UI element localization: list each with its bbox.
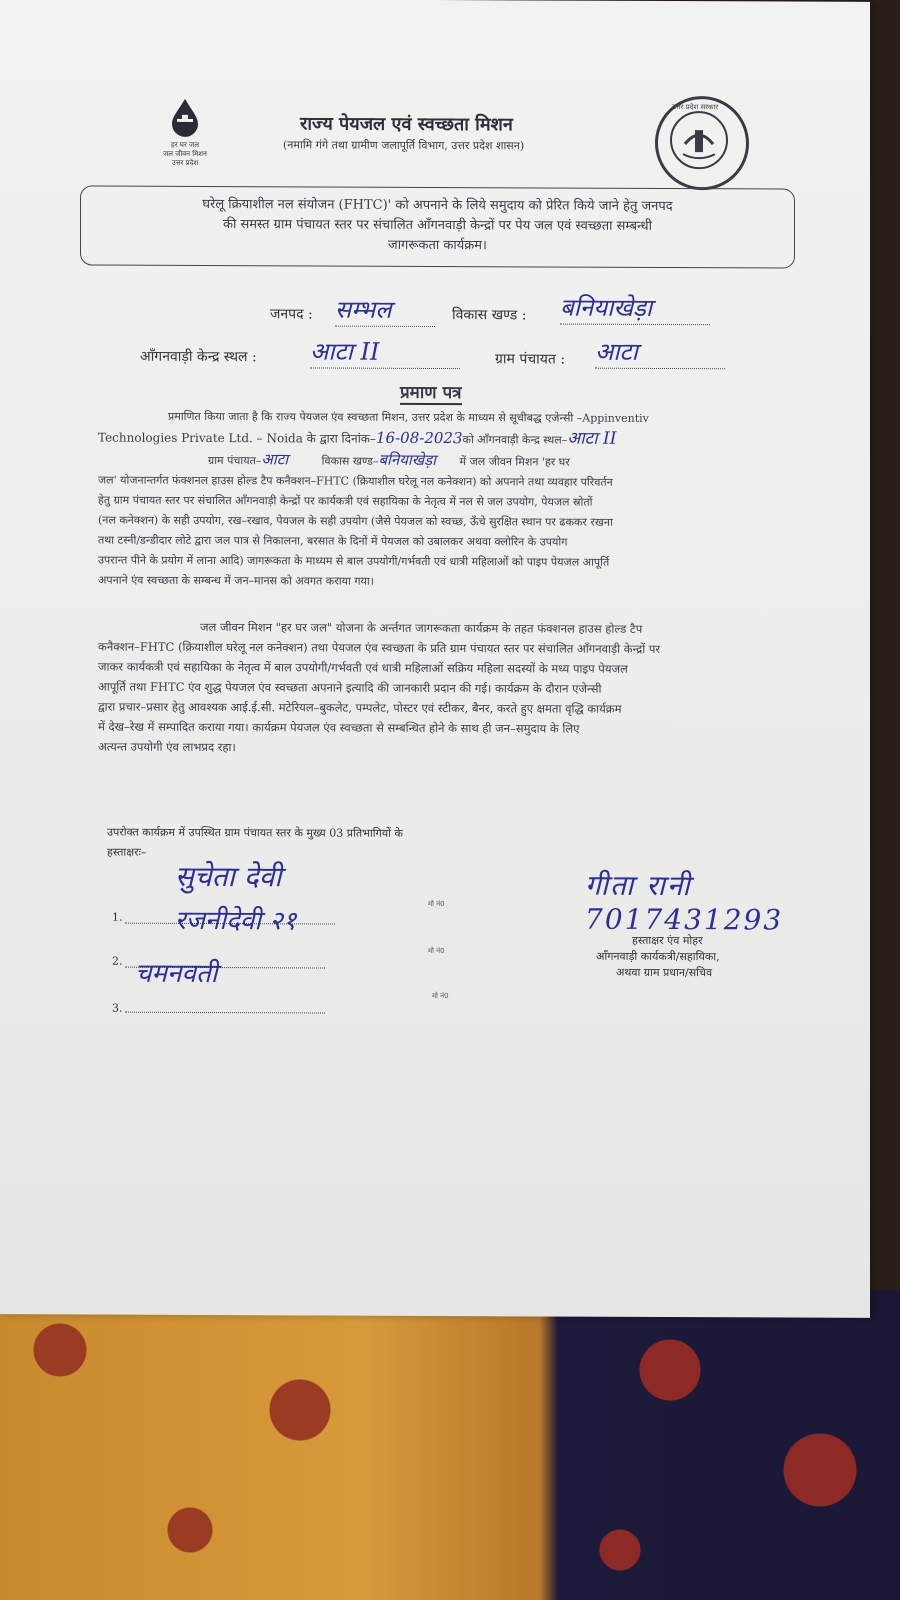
participants-intro: उपरोक्त कार्यक्रम में उपस्थित ग्राम पंचायत स्तर के मुख्य 03 प्रतिभागियों के (107, 825, 403, 840)
p2-line-2: कनैक्शन–FHTC (क्रियाशील घरेलू नल कनेक्शन) तथा पेयजल एंव स्वच्छता के प्रति ग्राम पंचायत स्तर पर संचालित आँगनवाड़ी केन्द्रों पर (98, 639, 661, 656)
p1-line-7: तथा टस्नी/डन्डीदार लोटे द्वारा जल पात्र से निकालना, बरसात के दिनों में पेयजल को उबालकर अथवा क्लोरिन के उपयोग (98, 533, 568, 549)
p2-line-4: आपूर्ति तथा FHTC एंव शुद्ध पेयजल एंव स्वच्छता अपनाने इत्यादि की जानकारी प्रदान की गई। कार्यक्रम के दौरान एजेन्सी (98, 679, 602, 696)
p2-line-7: अत्यन्त उपयोगी एंव लाभप्रद रहा। (98, 739, 236, 755)
p1-panchayat: आटा (261, 450, 289, 469)
logo-tagline-3: उत्तर प्रदेश (171, 158, 199, 167)
district-value: सम्भल (335, 293, 435, 327)
participant-signature-top: सुचेता देवी (175, 859, 282, 894)
logo-tagline-2: जल जीवन मिशन (163, 149, 207, 159)
jal-jeevan-mission-logo (150, 97, 220, 177)
row2-number: 2. (112, 954, 123, 968)
logo-tagline-1: हर घर जल (171, 140, 199, 149)
emblem-text: उत्तर प्रदेश सरकार (672, 103, 719, 112)
mission-subtitle: (नमामि गंगे तथा ग्रामीण जलापूर्ति विभाग, उत्तर प्रदेश शासन) (283, 138, 525, 153)
p2-line-5: द्वारा प्रचार–प्रसार हेतु आवश्यक आई.ई.सी. मटेरियल–बुकलेट, पम्पलेट, पोस्टर एवं स्टीकर, बैनर, करते हुए क्षमता वृद्धि कार्यक्रम (98, 699, 622, 716)
program-date: 16-08-2023 (376, 428, 463, 448)
gram-panchayat-value: आटा (595, 335, 725, 370)
anganwadi-centre-value: आटा II (310, 334, 460, 369)
row3-line (125, 1012, 325, 1014)
p1-line-5: हेतु ग्राम पंचायत स्तर पर संचालित आँगनवाड़ी केन्द्रों पर कार्यकत्री एवं सहायिका के नेतृत्व में नल से जल उपयोग, पेयजल स्रोतों (98, 493, 593, 509)
p1-line-2: Technologies Private Ltd. – Noida के द्वारा दिनांक–16-08-2023को आँगनवाड़ी केन्द्र स्थल–आटा II (98, 428, 617, 449)
mobile-label-1: मो नं0 (428, 899, 445, 909)
certificate-paragraph-1 (98, 407, 820, 594)
anganwadi-worker-signature: गीता रानी 7017431293 (585, 868, 784, 937)
block-value: बनियाखेड़ा (560, 291, 710, 326)
p1-line-1: प्रमाणित किया जाता है कि राज्य पेयजल एंव स्वच्छता मिशन, उत्तर प्रदेश के माध्यम से सूचीबद्ध एजेन्सी –Appinventiv (168, 409, 649, 425)
p2-line-1: जल जीवन मिशन "हर घर जल" योजना के अर्न्तगत जागरूकता कार्यक्रम के तहत फंक्शनल हाउस होल्ड टैप (200, 619, 643, 636)
program-line-1: घरेलू क्रियाशील नल संयोजन (FHTC)' को अपनाने के लिये समुदाय को प्रेरित किये जाने हेतु जनपद (202, 196, 673, 215)
p1-line-4: जल' योजनान्तर्गत फंक्शनल हाउस होल्ड टैप कनैक्शन–FHTC (क्रियाशील घरेलू नल कनेक्शन) को अपनाने तथा व्यवहार परिवर्तन (98, 473, 613, 489)
p2-line-6: में देख–रेख में सम्पादित कराया गया। कार्यक्रम पेयजल एंव स्वच्छता से सम्बन्धित होने के साथ ही जन–समुदाय के लिए (98, 719, 580, 736)
district-label: जनपद : (270, 306, 313, 323)
p2-line-3: जाकर कार्यकत्री एवं सहायिका के नेतृत्व में बाल उपयोगी/गर्भवती एवं धात्री महिलाओं सक्रिय महिला सदस्यों के मध्य पाइप पेयजल (98, 659, 628, 676)
worker-label-1: हस्ताक्षर एंव मोहर (632, 933, 703, 948)
anganwadi-centre-label: आँगनवाड़ी केन्द्र स्थल : (140, 348, 257, 366)
certificate-title: प्रमाण पत्र (400, 380, 462, 405)
mobile-label-2: मो नं0 (428, 946, 445, 956)
participants-sign-label: हस्ताक्षरः– (107, 845, 147, 859)
p1-centre: आटा II (567, 428, 617, 449)
gram-panchayat-label: ग्राम पंचायत : (495, 351, 566, 368)
row3-number: 3. (112, 1001, 123, 1015)
p1-block: बनियाखेड़ा (378, 450, 436, 470)
p1-line-3: ग्राम पंचायत–आटा विकास खण्ड–बनियाखेड़ा में जल जीवन मिशन 'हर घर (208, 450, 570, 470)
up-government-emblem (655, 96, 749, 190)
water-drop-icon (168, 97, 202, 137)
block-label: विकास खण्ड : (452, 307, 527, 324)
row1-number: 1. (112, 910, 123, 924)
certificate-paragraph-2 (98, 617, 826, 760)
program-line-2: की समस्त ग्राम पंचायत स्तर पर संचालित आँगनवाड़ी केन्द्रों पर पेय जल एवं स्वच्छता सम्बन्धी (222, 217, 653, 234)
program-line-3: जागरूकता कार्यक्रम। (388, 237, 487, 254)
program-description-box (80, 185, 795, 268)
p1-line-8: उपरान्त पीने के प्रयोग में लाना आदि) जागरूकता के माध्यम से बाल उपयोगी/गर्भवती एवं धात्री महिलाओं को पाइप पेयजल आपूर्ति (98, 553, 610, 569)
worker-label-2: आँगनवाड़ी कार्यकत्री/सहायिका, (596, 949, 720, 964)
worker-label-3: अथवा ग्राम प्रधान/सचिव (616, 965, 713, 980)
mobile-label-3: मो नं0 (432, 991, 449, 1001)
fabric-background (0, 1290, 900, 1600)
participant-signature-1: रजनीदेवी २१ (175, 905, 297, 937)
p1-line-6: (नल कनेक्शन) के सही उपयोग, रख–रखाव, पेयजल के सही उपयोग (जैसे पेयजल को स्वच्छ, ऊँचे सुरक्षित स्थान पर ढककर रखना (98, 513, 613, 529)
p1-line-9: अपनाने एंव स्वच्छता के सम्बन्ध में जन–मानस को अवगत कराया गया। (98, 573, 374, 588)
mission-title: राज्य पेयजल एवं स्वच्छता मिशन (300, 113, 513, 136)
participant-signature-2: चमनवती (135, 958, 218, 990)
